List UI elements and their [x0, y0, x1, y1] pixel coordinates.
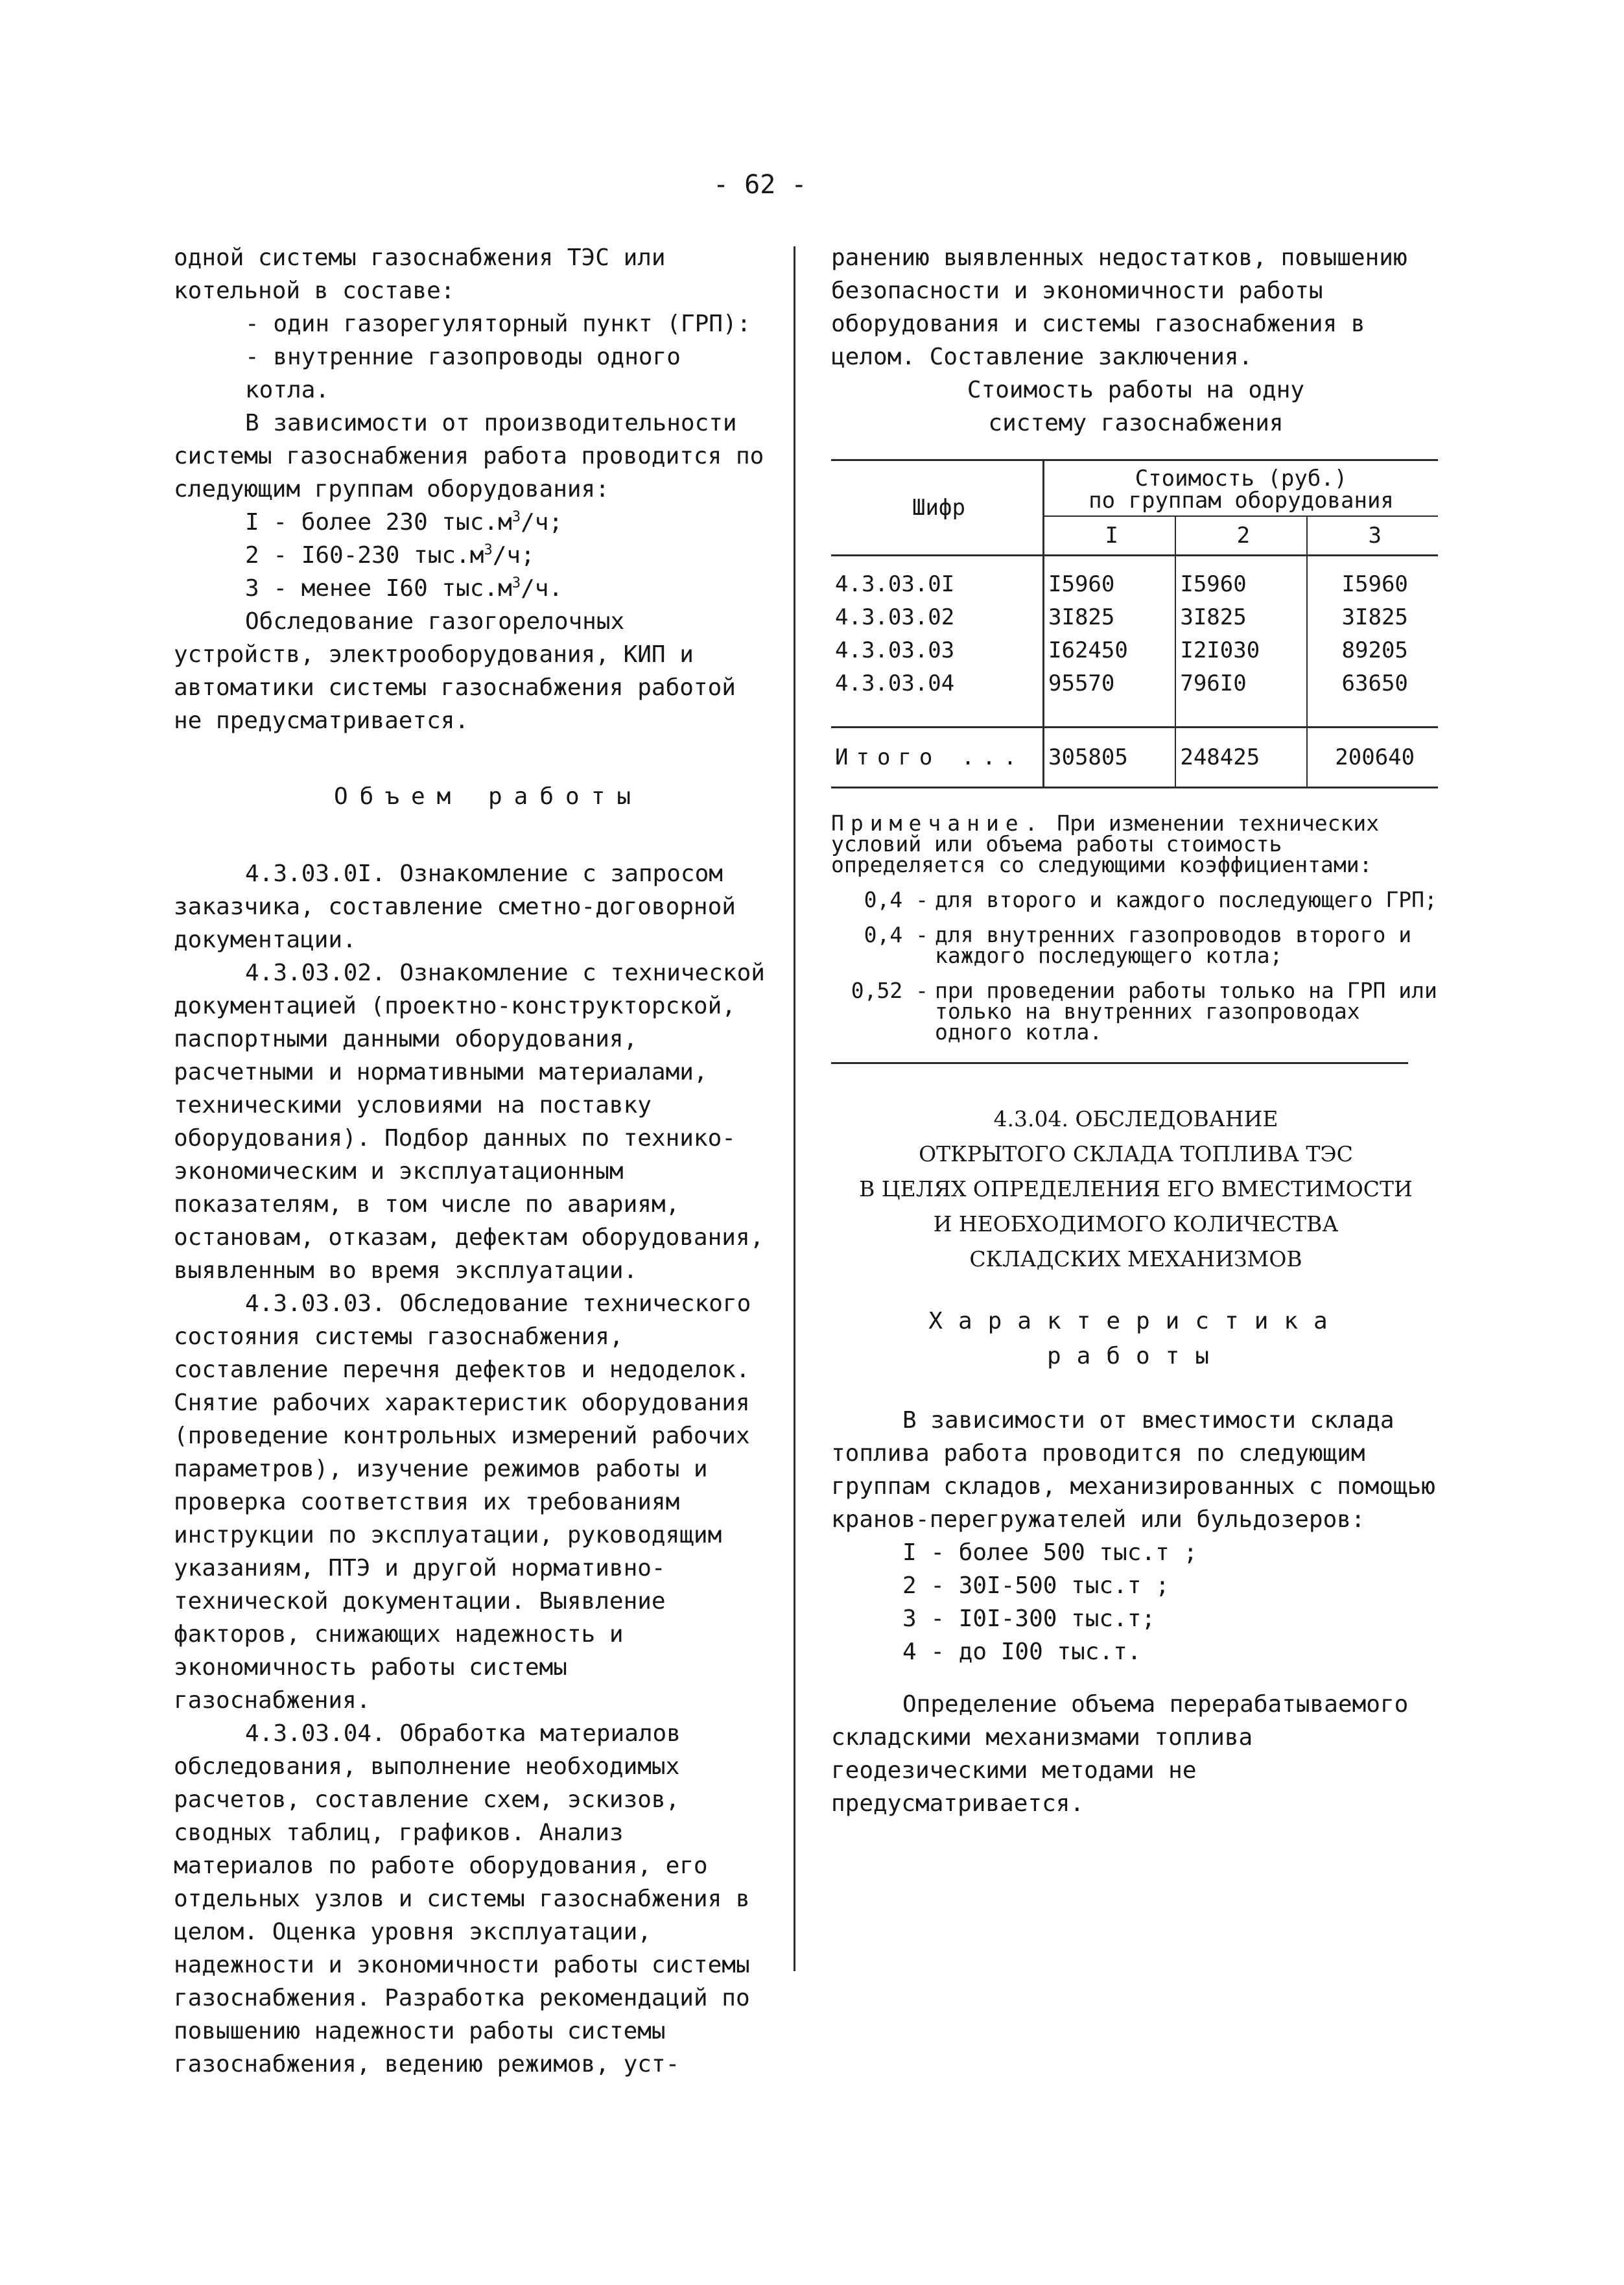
paragraph-store-capacity: В зависимости от вместимости склада топлива работа проводится по следующим группам складов, механизированных с помощью кранов-перегружателей или бульдозеров: — [831, 1407, 1435, 1533]
store-group-item: 2 - 30I-500 тыс.т ; — [902, 1572, 1170, 1599]
cost-table — [831, 459, 1438, 788]
left-column — [174, 241, 777, 2081]
column-header-cost: Стоимость (руб.) по группам оборудования — [1044, 460, 1439, 517]
work-item: 4.3.03.03. Обследование технического состояния системы газоснабжения, составление перечня дефектов и недоделок. Снятие рабочих характеристик оборудования (проведение контрольных измерений рабочих параметров), изучение режимов работы и проверка соответствия их требованиям инструкции по эксплуатации, руководящим указаниям, ПТЭ и другой нормативно-технической документации. Выявление факторов, снижающих надежность и экономичность работы системы газоснабжения. — [174, 1290, 751, 1714]
paragraph-exclusions: Обследование газогорелочных устройств, электрооборудования, КИП и автоматики системы газоснабжения работой не предусматривается. — [174, 608, 736, 734]
section-title: 4.3.04. ОБСЛЕДОВАНИЕ ОТКРЫТОГО СКЛАДА ТОПЛИВА ТЭС В ЦЕЛЯХ ОПРЕДЕЛЕНИЯ ЕГО ВМЕСТИМОСТИ И НЕОБХОДИМОГО КОЛИЧЕСТВА СКЛАДСКИХ МЕХАНИЗМОВ — [859, 1106, 1413, 1272]
store-group-item: 3 - I0I-300 тыс.т; — [902, 1605, 1156, 1632]
paragraph-geodesy: Определение объема перерабатываемого складскими механизмами топлива геодезическими методами не предусматривается. — [831, 1691, 1409, 1817]
characteristic-text — [831, 1404, 1441, 1820]
work-item: 4.3.03.02. Ознакомление с технической документацией (проектно-конструкторской, паспортными данными оборудования, расчетными и нормативными материалами, техническими условиями на поставку оборудования). Подбор данных по технико-экономическим и эксплуатационным показателям, в том числе по авариям, остановам, отказам, дефектам оборудования, выявленным во время эксплуатации. — [174, 960, 765, 1284]
paragraph-continuation: ранению выявленных недостатков, повышению безопасности и экономичности работы оборудования и системы газоснабжения в целом. Составление заключения. — [831, 244, 1407, 370]
column-header-group: 2 — [1175, 516, 1307, 556]
coefficient-item: 0,52 - при проведении работы только на ГРП или только на внутренних газопроводах одного котла. — [851, 978, 1437, 1045]
table-row: 4.3.03.0I I5960 I5960 I5960 — [831, 556, 1438, 602]
column-header-group: I — [1044, 516, 1176, 556]
table-total-row: Итого ... 305805 248425 200640 — [831, 728, 1438, 788]
store-group-item: 4 - до I00 тыс.т. — [902, 1639, 1142, 1665]
note-text: При изменении технических условий или объема работы стоимость определяется со следующими коэффициентами: — [831, 811, 1380, 877]
store-group-item: I - более 500 тыс.т ; — [902, 1539, 1198, 1566]
group-item: I - более 230 $тыс.м^3/ч$; — [245, 509, 563, 536]
list-item: - внутренние газопроводы одного котла. — [245, 344, 681, 403]
paragraph-capacity: В зависимости от производительности системы газоснабжения работа проводится по следующим группам оборудования: — [174, 410, 764, 503]
group-item: 3 - менее I60 $тыс.м^3/ч$. — [245, 575, 563, 602]
table-caption: Стоимость работы на одну систему газоснабжения — [967, 377, 1305, 436]
table-row: 4.3.03.02 3I825 3I825 3I825 — [831, 601, 1438, 634]
coefficient-item: 0,4 - для внутренних газопроводов второго и каждого последующего котла; — [864, 922, 1412, 968]
table-row: 4.3.03.03 I62450 I2I030 89205 — [831, 634, 1438, 667]
page-number: - 62 - — [713, 170, 807, 200]
table-row: 4.3.03.04 95570 796I0 63650 — [831, 667, 1438, 728]
group-item: 2 - I60-230 $тыс.м^3/ч$; — [245, 542, 535, 569]
column-header-code: Шифр — [831, 460, 1044, 556]
paragraph-gas-system: одной системы газоснабжения ТЭС или котельной в составе: — [174, 244, 666, 304]
column-header-group: 3 — [1307, 516, 1438, 556]
coefficient-item: 0,4 - для второго и каждого последующего ГРП; — [864, 887, 1437, 912]
column-divider — [794, 246, 795, 1971]
note-label: Примечание. — [831, 811, 1044, 836]
work-item: 4.3.03.04. Обработка материалов обследования, выполнение необходимых расчетов, составление схем, эскизов, сводных таблиц, графиков. Анализ материалов по работе оборудования, его отдельных узлов и системы газоснабжения в целом. Оценка уровня эксплуатации, надежности и экономичности работы системы газоснабжения. Разработка рекомендаций по повышению надежности работы системы газоснабжения, ведению режимов, уст- — [174, 1720, 750, 2078]
section-divider — [831, 1062, 1408, 1064]
table-note — [831, 813, 1441, 1043]
section-heading: Объем работы — [333, 783, 643, 810]
right-column — [831, 241, 1441, 1820]
list-item: - один газорегуляторный пункт (ГРП): — [245, 311, 751, 337]
subheading: Характеристика работы — [928, 1308, 1343, 1369]
work-item: 4.3.03.0I. Ознакомление с запросом заказчика, составление сметно-договорной документации. — [174, 860, 736, 953]
